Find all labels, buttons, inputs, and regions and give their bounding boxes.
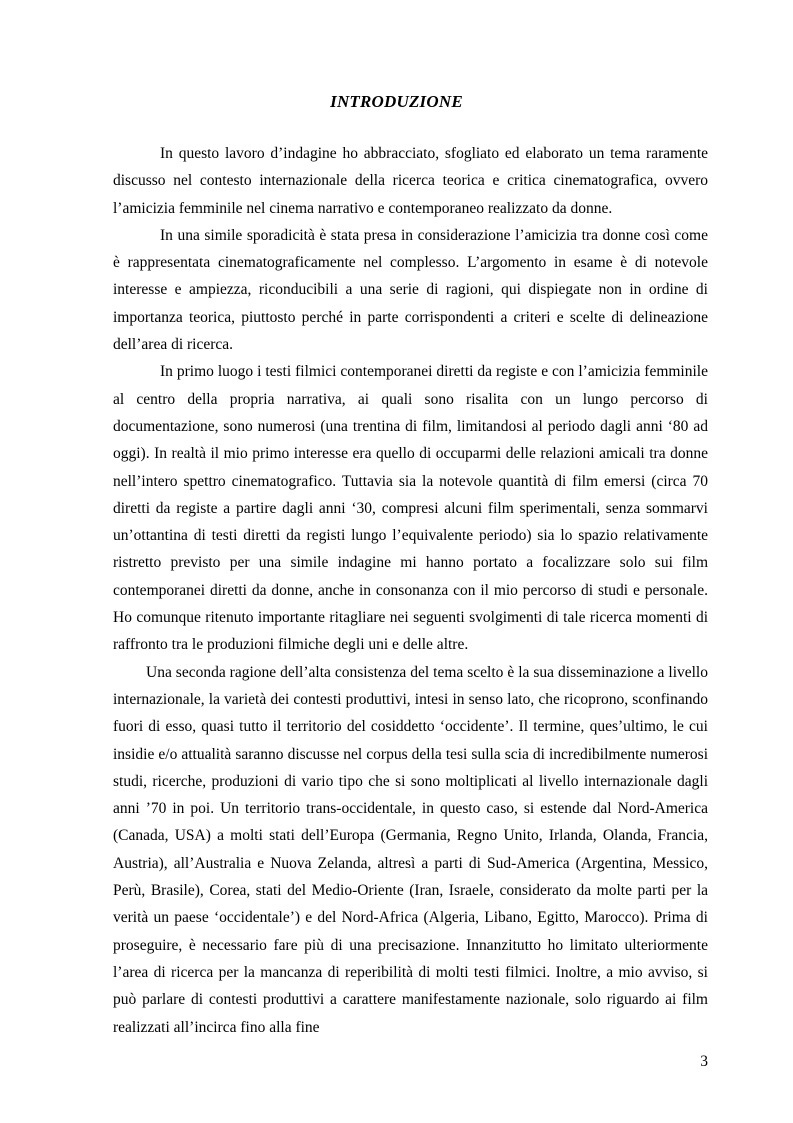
paragraph-2: In una simile sporadicità è stata presa in considerazione l’amicizia tra donne così come è rappresentata cinematograficamente nel complesso. L’argomento in esame è di notevole interesse e ampiezza, riconducibili a una serie di ragioni, qui dispiegate non in ordine di importanza teorica, piuttosto perché in parte corrispondenti a criteri e scelte di delineazione dell’area di ricerca. <box>113 226 708 354</box>
page-title: INTRODUZIONE <box>330 92 463 111</box>
paragraph-4: Una seconda ragione dell’alta consistenza del tema scelto è la sua disseminazione a livello internazionale, la varietà dei contesti produttivi, intesi in senso lato, che ricoprono, sconfinando fuori di esso, quasi tutto il territorio del cosiddetto ‘occidente’. Il termine, ques’ultimo, le cui insidie e/o attualità saranno discusse nel corpus della tesi sulla scia di incredibilmente numerosi studi, ricerche, produzioni di vario tipo che si sono moltiplicati al livello internazionale dagli anni ’70 in poi. Un territorio trans-occidentale, in questo caso, si estende dal Nord-America (Canada, USA) a molti stati dell’Europa (Germania, Regno Unito, Irlanda, Olanda, Francia, Austria), all’Australia e Nuova Zelanda, altresì a parti di Sud-America (Argentina, Messico, Perù, Brasile), Corea, stati del Medio-Oriente (Iran, Israele, considerato da molte parti per la verità un paese ‘occidentale’) e del Nord-Africa (Algeria, Libano, Egitto, Marocco). Prima di proseguire, è necessario fare più di una precisazione. Innanzitutto ho limitato ulteriormente l’area di ricerca per la mancanza di reperibilità di molti testi filmici. Inoltre, a mio avviso, si può parlare di contesti produttivi a carattere manifestamente nazionale, solo riguardo ai film realizzati all’incirca fino alla fine <box>113 663 708 1036</box>
paragraph-1: In questo lavoro d’indagine ho abbracciato, sfogliato ed elaborato un tema raramente discusso nel contesto internazionale della ricerca teorica e critica cinematografica, ovvero l’amicizia femminile nel cinema narrativo e contemporaneo realizzato da donne. <box>113 145 708 217</box>
page-number: 3 <box>700 1053 708 1070</box>
paragraph-3: In primo luogo i testi filmici contemporanei diretti da registe e con l’amicizia femminile al centro della propria narrativa, ai quali sono risalita con un lungo percorso di documentazione, sono numerosi (una trentina di film, limitandosi al periodo dagli anni ‘80 ad oggi). In realtà il mio primo interesse era quello di occuparmi delle relazioni amicali tra donne nell’intero spettro cinematografico. Tuttavia sia la notevole quantità di film emersi (circa 70 diretti da registe a partire dagli anni ‘30, compresi alcuni film sperimentali, senza sommarvi un’ottantina di testi diretti da registi lungo l’equivalente periodo) sia lo spazio relativamente ristretto previsto per una simile indagine mi hanno portato a focalizzare solo sui film contemporanei diretti da donne, anche in consonanza con il mio percorso di studi e personale. Ho comunque ritenuto importante ritagliare nei seguenti svolgimenti di tale ricerca momenti di raffronto tra le produzioni filmiche degli uni e delle altre. <box>113 363 708 654</box>
body-text <box>113 140 708 1041</box>
